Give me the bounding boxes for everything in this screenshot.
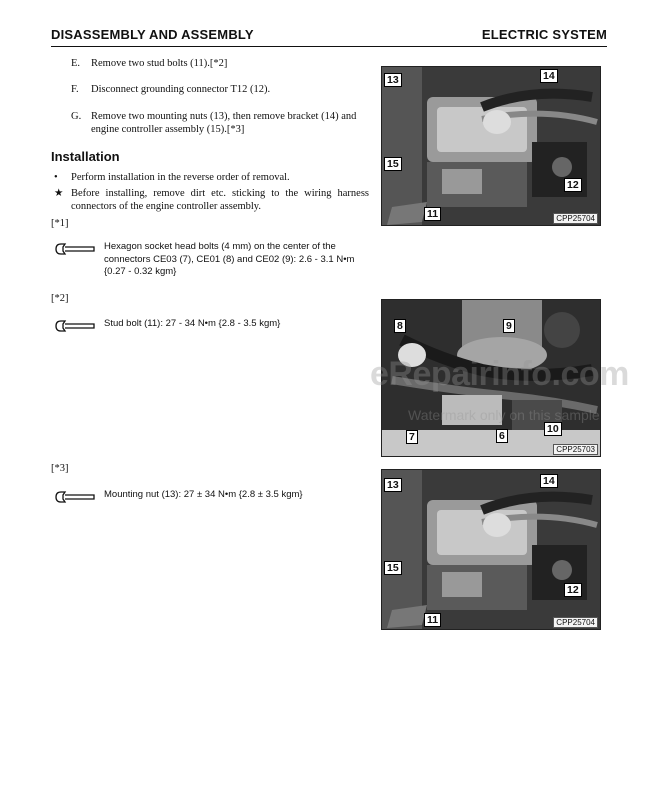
ref-label-3: [*3] (51, 463, 69, 474)
callout-11: 11 (424, 613, 441, 627)
callout-14: 14 (540, 474, 558, 488)
watermark-note: Watermark only on this sample (408, 407, 600, 423)
step-key: G. (71, 111, 82, 122)
page-header (51, 27, 607, 47)
photo-code: CPP25704 (553, 213, 598, 224)
callout-13: 13 (384, 478, 402, 492)
torque-wrench-icon (54, 489, 96, 505)
watermark-site: eRepairinfo.com (370, 355, 629, 393)
torque-text: Hexagon socket head bolts (4 mm) on the center of the connectors CE03 (7), CE01 (8) and CE02 (9): 2.6 - 3.1 N•m {0.27 - 0.32 kgm} (104, 241, 355, 277)
callout-6: 6 (496, 429, 508, 443)
engine-controller-photo (381, 469, 601, 630)
callout-8: 8 (394, 319, 406, 333)
step-text: Remove two mounting nuts (13), then remove bracket (14) and engine controller assembly (15).[*3] (91, 111, 357, 135)
callout-12: 12 (564, 583, 582, 597)
photo-code: CPP25703 (553, 444, 598, 455)
callout-10: 10 (544, 422, 562, 436)
callout-15: 15 (384, 157, 402, 171)
callout-9: 9 (503, 319, 515, 333)
step-text: Disconnect grounding connector T12 (12). (91, 84, 271, 95)
step-text: Remove two stud bolts (11).[*2] (91, 58, 228, 69)
callout-14: 14 (540, 69, 558, 83)
callout-15: 15 (384, 561, 402, 575)
star-mark: ★ (54, 188, 64, 199)
callout-12: 12 (564, 178, 582, 192)
callout-11: 11 (424, 207, 441, 221)
photo-code: CPP25704 (553, 617, 598, 628)
torque-text: Stud bolt (11): 27 - 34 N•m {2.8 - 3.5 kgm} (104, 318, 281, 329)
chapter-title: ELECTRIC SYSTEM (481, 27, 607, 42)
torque-text: Mounting nut (13): 27 ± 34 N•m {2.8 ± 3.5 kgm} (104, 489, 303, 500)
bullet-mark: • (54, 172, 58, 183)
callout-13: 13 (384, 73, 402, 87)
installation-heading: Installation (51, 149, 120, 164)
step-key: E. (71, 58, 81, 69)
ref-label-2: [*2] (51, 293, 69, 304)
engine-controller-photo (381, 66, 601, 226)
connector-photo (381, 299, 601, 457)
section-title: DISASSEMBLY AND ASSEMBLY (51, 27, 254, 42)
callout-7: 7 (406, 430, 418, 444)
bullet-text: Before installing, remove dirt etc. sticking to the wiring harness connectors of the engine controller assembly. (71, 188, 369, 212)
ref-label-1: [*1] (51, 218, 69, 229)
torque-wrench-icon (54, 318, 96, 334)
step-key: F. (71, 84, 79, 95)
torque-wrench-icon (54, 241, 96, 257)
bullet-text: Perform installation in the reverse order of removal. (71, 172, 290, 183)
photo-illustration (382, 470, 601, 630)
photo-illustration (382, 67, 601, 226)
